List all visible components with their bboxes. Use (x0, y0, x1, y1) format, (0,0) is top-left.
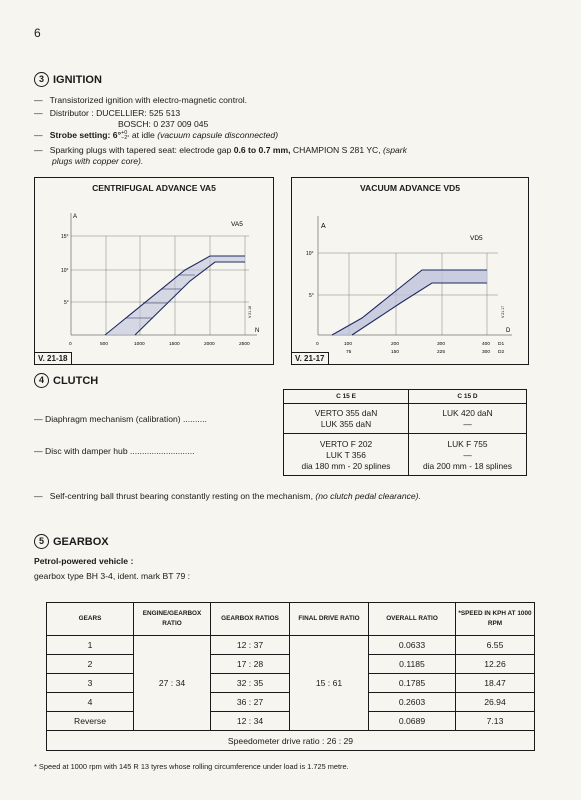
speed-cell: 7.13 (456, 712, 535, 731)
chart-title: CENTRIFUGAL ADVANCE VA5 (92, 183, 216, 193)
column-header: C 15 E (284, 390, 409, 404)
column-header: *SPEED IN KPH AT 1000 RPM (456, 603, 535, 636)
table-cell: LUK F 755 — dia 200 mm - 18 splines (409, 434, 527, 476)
gearbox-subtitle: Petrol-powered vehicle : (34, 556, 134, 566)
page-number: 6 (34, 26, 41, 40)
y-tick: 15° (61, 234, 69, 240)
section-title: GEARBOX (53, 535, 109, 548)
section-number-badge: 4 (34, 373, 49, 388)
column-header: FINAL DRIVE RATIO (290, 603, 369, 636)
x-axis-label: N (255, 328, 260, 334)
y-tick: 10° (61, 268, 69, 274)
ignition-line-1: — Transistorized ignition with electro-magnetic control. (34, 95, 248, 105)
ignition-line-3: BOSCH: 0 237 009 045 (118, 119, 209, 129)
gearbox-table (46, 602, 535, 751)
y-axis-label: A (321, 223, 326, 230)
overall-ratio-cell: 0.0689 (369, 712, 456, 731)
gear-cell: 2 (47, 655, 134, 674)
overall-ratio-cell: 0.1185 (369, 655, 456, 674)
gearbox-heading (34, 534, 109, 549)
overall-ratio-cell: 0.2603 (369, 693, 456, 712)
gearbox-ratio-cell: 12 : 37 (211, 636, 290, 655)
gear-cell: 4 (47, 693, 134, 712)
y-tick: 5° (64, 300, 69, 306)
x-tick: 200 (391, 342, 400, 347)
speed-cell: 12.26 (456, 655, 535, 674)
x-tick: 75 (346, 350, 352, 355)
vacuum-advance-plot (292, 178, 528, 364)
section-number-badge: 3 (34, 72, 49, 87)
column-header: OVERALL RATIO (369, 603, 456, 636)
table-row (47, 636, 535, 655)
x-unit: D2 (498, 350, 505, 355)
side-code: V 21.17 (501, 305, 505, 318)
curve-label: VD5 (470, 235, 483, 242)
x-tick: 1000 (134, 342, 145, 347)
x-tick: 500 (100, 342, 109, 347)
column-header: GEARBOX RATIOS (211, 603, 290, 636)
gearbox-ratio-cell: 17 : 28 (211, 655, 290, 674)
table-cell: VERTO 355 daN LUK 355 daN (284, 404, 409, 434)
speed-cell: 26.94 (456, 693, 535, 712)
gearbox-type: gearbox type BH 3-4, ident. mark BT 79 : (34, 571, 191, 581)
x-tick: 300 (482, 350, 491, 355)
speed-cell: 6.55 (456, 636, 535, 655)
section-title: CLUTCH (53, 374, 99, 387)
gear-cell: 3 (47, 674, 134, 693)
x-tick: 400 (482, 342, 491, 347)
y-axis-label: A (73, 214, 78, 220)
overall-ratio-cell: 0.0633 (369, 636, 456, 655)
x-tick: 100 (344, 342, 353, 347)
clutch-row-label: — Disc with damper hub ........................... (34, 446, 195, 456)
ignition-line-strobe: — Strobe setting: 6°+0 −2° at idle (vacuum capsule disconnected) (34, 129, 279, 141)
section-number-badge: 5 (34, 534, 49, 549)
side-code: V 21.18 (248, 305, 252, 318)
vacuum-advance-chart (291, 177, 529, 365)
gearbox-footnote: * Speed at 1000 rpm with 145 R 13 tyres whose rolling circumference under load is 1.725 metre. (34, 762, 349, 771)
y-tick: 5° (309, 293, 314, 299)
gearbox-ratio-cell: 36 : 27 (211, 693, 290, 712)
column-header: GEARS (47, 603, 134, 636)
chart-ref: V. 21-18 (34, 352, 72, 365)
centrifugal-advance-plot (35, 178, 273, 364)
table-cell: LUK 420 daN — (409, 404, 527, 434)
gearbox-ratio-cell: 12 : 34 (211, 712, 290, 731)
chart-ref: V. 21-17 (291, 352, 329, 365)
engine-gearbox-ratio-cell: 27 : 34 (134, 636, 211, 731)
speed-cell: 18.47 (456, 674, 535, 693)
clutch-heading (34, 373, 98, 388)
x-tick: 225 (437, 350, 446, 355)
gearbox-ratio-cell: 32 : 35 (211, 674, 290, 693)
column-header: ENGINE/GEARBOX RATIO (134, 603, 211, 636)
section-title: IGNITION (53, 73, 102, 86)
curve-label: VA5 (231, 221, 243, 228)
clutch-note: — Self-centring ball thrust bearing constantly resting on the mechanism, (no clutch pedal clearance). (34, 491, 421, 501)
x-tick: 2500 (239, 342, 250, 347)
x-tick: 0 (316, 342, 319, 347)
y-tick: 10° (306, 251, 314, 257)
x-tick: 150 (391, 350, 400, 355)
x-tick: 0 (69, 342, 72, 347)
ignition-line-2: — Distributor : DUCELLIER: 525 513 (34, 108, 181, 118)
x-unit: D1 (498, 342, 505, 347)
overall-ratio-cell: 0.1785 (369, 674, 456, 693)
column-header: C 15 D (409, 390, 527, 404)
speedometer-ratio: Speedometer drive ratio : 26 : 29 (47, 731, 535, 751)
x-axis-label: D (506, 328, 511, 334)
gear-cell: 1 (47, 636, 134, 655)
table-cell: VERTO F 202 LUK T 356 dia 180 mm - 20 splines (284, 434, 409, 476)
centrifugal-advance-chart (34, 177, 274, 365)
clutch-row-label: — Diaphragm mechanism (calibration) .......... (34, 414, 207, 424)
gear-cell: Reverse (47, 712, 134, 731)
chart-title: VACUUM ADVANCE VD5 (359, 183, 461, 193)
ignition-heading (34, 72, 102, 87)
ignition-line-plugs: — Sparking plugs with tapered seat: electrode gap 0.6 to 0.7 mm, CHAMPION S 281 YC, (spark (34, 145, 407, 155)
curve-lower (352, 283, 487, 335)
ignition-line-plugs-cont: plugs with copper core). (52, 156, 144, 166)
x-tick: 2000 (204, 342, 215, 347)
clutch-table (283, 389, 527, 476)
x-tick: 300 (437, 342, 446, 347)
x-tick: 1500 (169, 342, 180, 347)
final-drive-ratio-cell: 15 : 61 (290, 636, 369, 731)
